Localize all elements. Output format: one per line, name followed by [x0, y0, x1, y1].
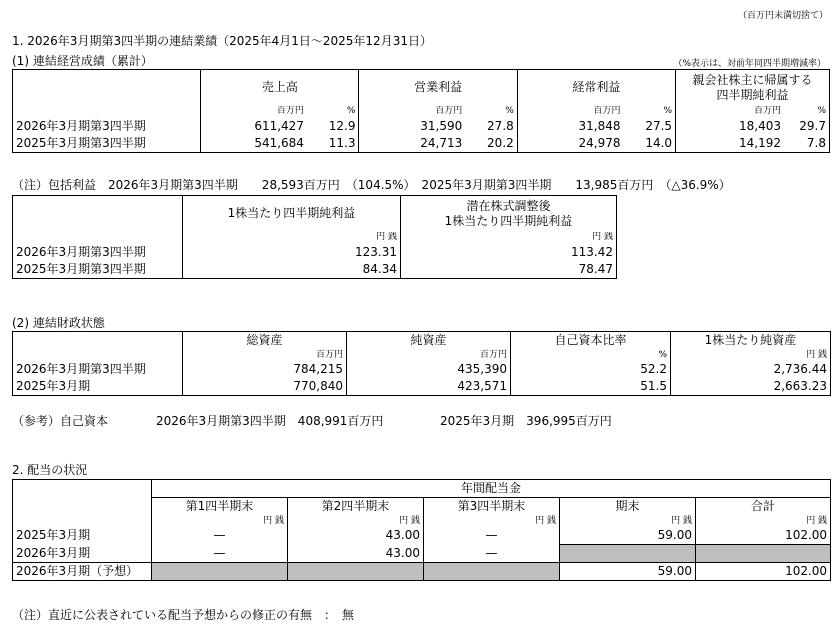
unit-million: 百万円	[676, 106, 784, 118]
equity-ref-label: （参考）自己資本	[12, 414, 109, 428]
unit-pct: %	[784, 106, 829, 118]
header-diluted-eps-line2: 1株当たり四半期純利益	[444, 213, 573, 228]
header-q2: 第2四半期末	[288, 498, 424, 516]
results-table	[12, 69, 830, 153]
section1-title: 1. 2026年3月期第3四半期の連結業績（2025年4月1日～2025年12月31日）	[12, 34, 432, 48]
unit-million: 百万円	[201, 106, 307, 118]
cell-value: 24,978	[517, 135, 623, 153]
row-label: 2025年3月期第3四半期	[13, 261, 183, 279]
cell-value: 2,736.44	[671, 361, 831, 378]
cell-blank	[560, 545, 696, 563]
unit-note: （百万円未満切捨て）	[737, 11, 828, 21]
eps-table	[12, 195, 617, 279]
unit-pct: %	[624, 106, 676, 118]
cell-value: 24,713	[359, 135, 465, 153]
cell-value: 29.7	[784, 118, 829, 135]
table-row	[13, 527, 831, 545]
header-diluted-eps-line1: 潜在株式調整後	[466, 198, 551, 213]
cell-value: —	[424, 527, 560, 545]
cell-value: 31,848	[517, 118, 623, 135]
header-sales: 売上高	[201, 70, 359, 106]
financial-position-table	[12, 331, 831, 396]
header-ordinary-profit: 経常利益	[517, 70, 675, 106]
cell-value: —	[424, 545, 560, 563]
section2-title: 2. 配当の状況	[12, 463, 88, 477]
cell-value: 12.9	[307, 118, 359, 135]
header-q1: 第1四半期末	[152, 498, 288, 516]
row-label: 2025年3月期第3四半期	[13, 135, 201, 153]
cell-value: 113.42	[401, 244, 617, 261]
cell-value: 27.8	[465, 118, 517, 135]
header-operating-profit: 営業利益	[359, 70, 517, 106]
header-total: 合計	[696, 498, 831, 516]
cell-value: 78.47	[401, 261, 617, 279]
unit-million: 百万円	[517, 106, 623, 118]
unit-yen: 円 銭	[183, 232, 401, 244]
cell-blank	[152, 563, 288, 581]
header-net-profit	[676, 70, 830, 106]
cell-value: 43.00	[288, 545, 424, 563]
cell-value: 102.00	[696, 527, 831, 545]
unit-yen: 円 銭	[696, 515, 831, 527]
sub1-title: (1) 連結経営成績（累計）	[12, 54, 153, 68]
unit-yen: 円 銭	[152, 515, 288, 527]
row-label: 2025年3月期	[13, 378, 183, 396]
cell-value: 2,663.23	[671, 378, 831, 396]
unit-pct: %	[307, 106, 359, 118]
table-row	[13, 545, 831, 563]
row-label: 2026年3月期第3四半期	[13, 361, 183, 378]
unit-million: 百万円	[359, 106, 465, 118]
header-net-assets: 純資産	[347, 332, 511, 350]
cell-value: 123.31	[183, 244, 401, 261]
row-label: 2025年3月期	[13, 527, 152, 545]
cell-value: 27.5	[624, 118, 676, 135]
header-bps: 1株当たり純資産	[671, 332, 831, 350]
table-row	[13, 135, 830, 153]
cell-value: 51.5	[511, 378, 671, 396]
header-net-profit-line2: 四半期純利益	[716, 87, 789, 102]
header-year-end: 期末	[560, 498, 696, 516]
unit-yen: 円 銭	[424, 515, 560, 527]
cell-value: 611,427	[201, 118, 307, 135]
equity-ref-current: 2026年3月期第3四半期 408,991百万円	[156, 414, 384, 428]
unit-yen: 円 銭	[560, 515, 696, 527]
sub2-title: (2) 連結財政状態	[12, 316, 105, 330]
cell-value: 423,571	[347, 378, 511, 396]
header-diluted-eps	[401, 196, 617, 232]
table-row	[13, 563, 831, 581]
header-annual-dividend: 年間配当金	[152, 480, 831, 498]
cell-value: 43.00	[288, 527, 424, 545]
cell-value: 102.00	[696, 563, 831, 581]
row-label: 2026年3月期	[13, 545, 152, 563]
dividends-table	[12, 479, 831, 581]
results-corner	[13, 70, 201, 106]
unit-yen: 円 銭	[671, 349, 831, 361]
table-row	[13, 378, 831, 396]
cell-value: 11.3	[307, 135, 359, 153]
cell-blank	[696, 545, 831, 563]
cell-value: 52.2	[511, 361, 671, 378]
cell-value: —	[152, 527, 288, 545]
header-total-assets: 総資産	[183, 332, 347, 350]
cell-value: 14.0	[624, 135, 676, 153]
cell-value: 7.8	[784, 135, 829, 153]
cell-value: 770,840	[183, 378, 347, 396]
equity-ref-prior: 2025年3月期 396,995百万円	[440, 414, 612, 428]
row-label: 2026年3月期（予想）	[13, 563, 152, 581]
unit-million: 百万円	[347, 349, 511, 361]
cell-blank	[288, 563, 424, 581]
cell-value: 84.34	[183, 261, 401, 279]
cell-blank	[424, 563, 560, 581]
row-label: 2026年3月期第3四半期	[13, 118, 201, 135]
table-row	[13, 261, 617, 279]
cell-value: 18,403	[676, 118, 784, 135]
header-q3: 第3四半期末	[424, 498, 560, 516]
header-net-profit-line1: 親会社株主に帰属する	[692, 72, 813, 87]
cell-value: 435,390	[347, 361, 511, 378]
dividend-footnote: （注）直近に公表されている配当予想からの修正の有無 ： 無	[12, 608, 355, 622]
table-row	[13, 244, 617, 261]
unit-yen: 円 銭	[288, 515, 424, 527]
cell-value: 59.00	[560, 563, 696, 581]
sub1-note: （%表示は、対前年同四半期増減率）	[673, 59, 826, 69]
cell-value: 14,192	[676, 135, 784, 153]
cell-value: 784,215	[183, 361, 347, 378]
unit-pct: %	[465, 106, 517, 118]
header-equity-ratio: 自己資本比率	[511, 332, 671, 350]
cell-value: 541,684	[201, 135, 307, 153]
table-row	[13, 361, 831, 378]
header-eps: 1株当たり四半期純利益	[183, 196, 401, 232]
comprehensive-income-note: （注）包括利益 2026年3月期第3四半期 28,593百万円 （104.5%） 2025年3月期第3四半期 13,985百万円 （△36.9%）	[12, 178, 731, 192]
unit-million: 百万円	[183, 349, 347, 361]
cell-value: 20.2	[465, 135, 517, 153]
row-label: 2026年3月期第3四半期	[13, 244, 183, 261]
table-row	[13, 118, 830, 135]
cell-value: —	[152, 545, 288, 563]
unit-pct: %	[511, 349, 671, 361]
cell-value: 31,590	[359, 118, 465, 135]
cell-value: 59.00	[560, 527, 696, 545]
unit-yen: 円 銭	[401, 232, 617, 244]
